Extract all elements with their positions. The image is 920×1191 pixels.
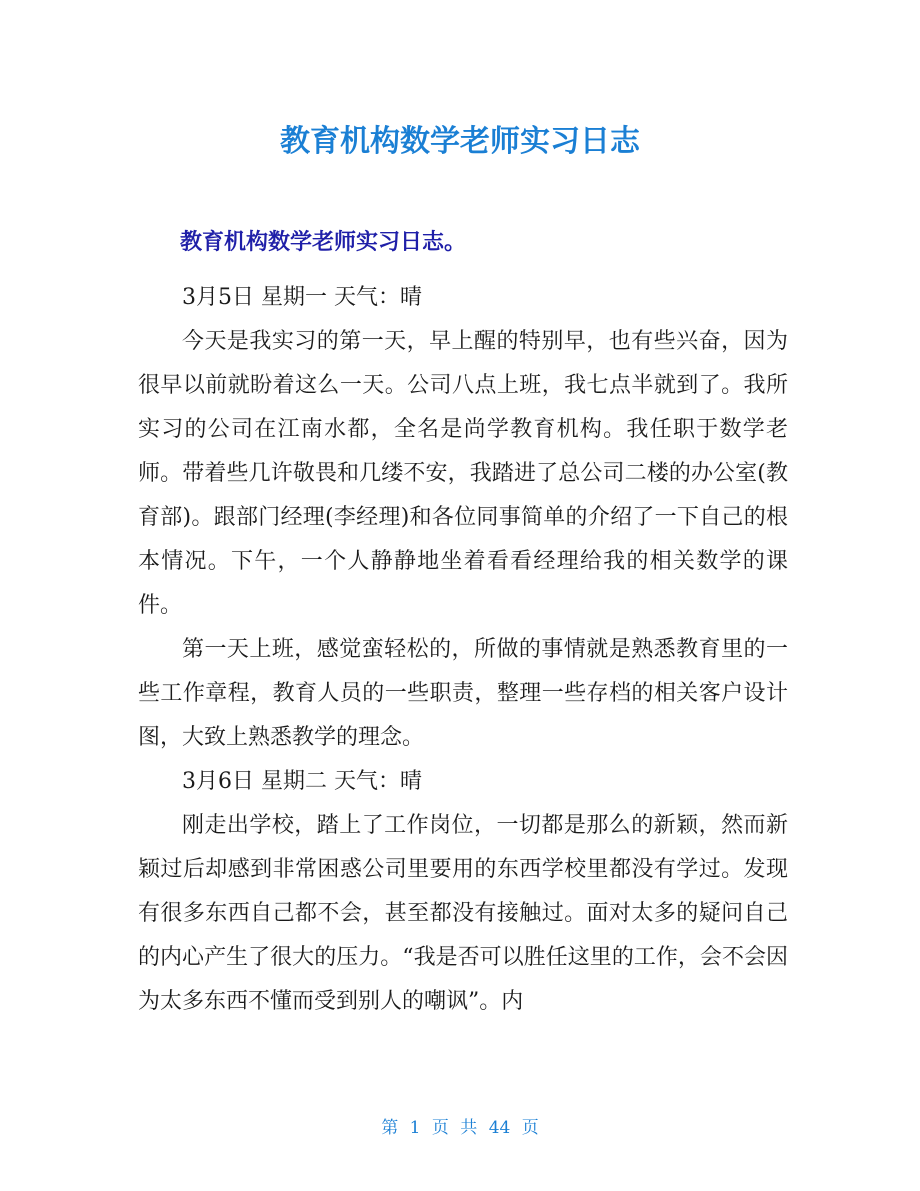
document-subtitle: 教育机构数学老师实习日志。: [180, 230, 467, 255]
document-title: 教育机构数学老师实习日志: [280, 124, 640, 159]
date-line: 3月5日 星期一 天气：晴: [182, 285, 422, 310]
footer-label-total: 共: [460, 1118, 478, 1138]
paragraph: 刚走出学校，踏上了工作岗位，一切都是那么的新颖，然而新颖过后却感到非常困惑公司里要用的东西学校里都没有学过。发现有很多东西自己都不会，甚至都没有接触过。面对太多的疑问自己的内心产生了很大的压力。“我是否可以胜任这里的工作，会不会因为太多东西不懂而受到别人的嘲讽”。内: [138, 813, 788, 1014]
body-text: [138, 276, 788, 1024]
footer-current-page: 1: [409, 1118, 421, 1138]
footer-total-pages: 44: [488, 1118, 511, 1138]
paragraph: 今天是我实习的第一天，早上醒的特别早，也有些兴奋，因为很早以前就盼着这么一天。公司八点上班，我七点半就到了。我所实习的公司在江南水都，全名是尚学教育机构。我任职于数学老师。带着些几许敬畏和几缕不安，我踏进了总公司二楼的办公室(教育部)。跟部门经理(李经理)和各位同事简单的介绍了一下自己的根本情况。下午，一个人静静地坐着看看经理给我的相关数学的课件。: [138, 329, 788, 618]
paragraph: 第一天上班，感觉蛮轻松的，所做的事情就是熟悉教育里的一些工作章程，教育人员的一些职责，整理一些存档的相关客户设计图，大致上熟悉教学的理念。: [138, 637, 788, 750]
date-line: 3月6日 星期二 天气：晴: [182, 769, 422, 794]
footer-label-unit2: 页: [521, 1118, 539, 1138]
page-footer: [0, 1113, 920, 1138]
footer-label-unit: 页: [431, 1118, 449, 1138]
footer-label-page: 第: [381, 1118, 399, 1138]
